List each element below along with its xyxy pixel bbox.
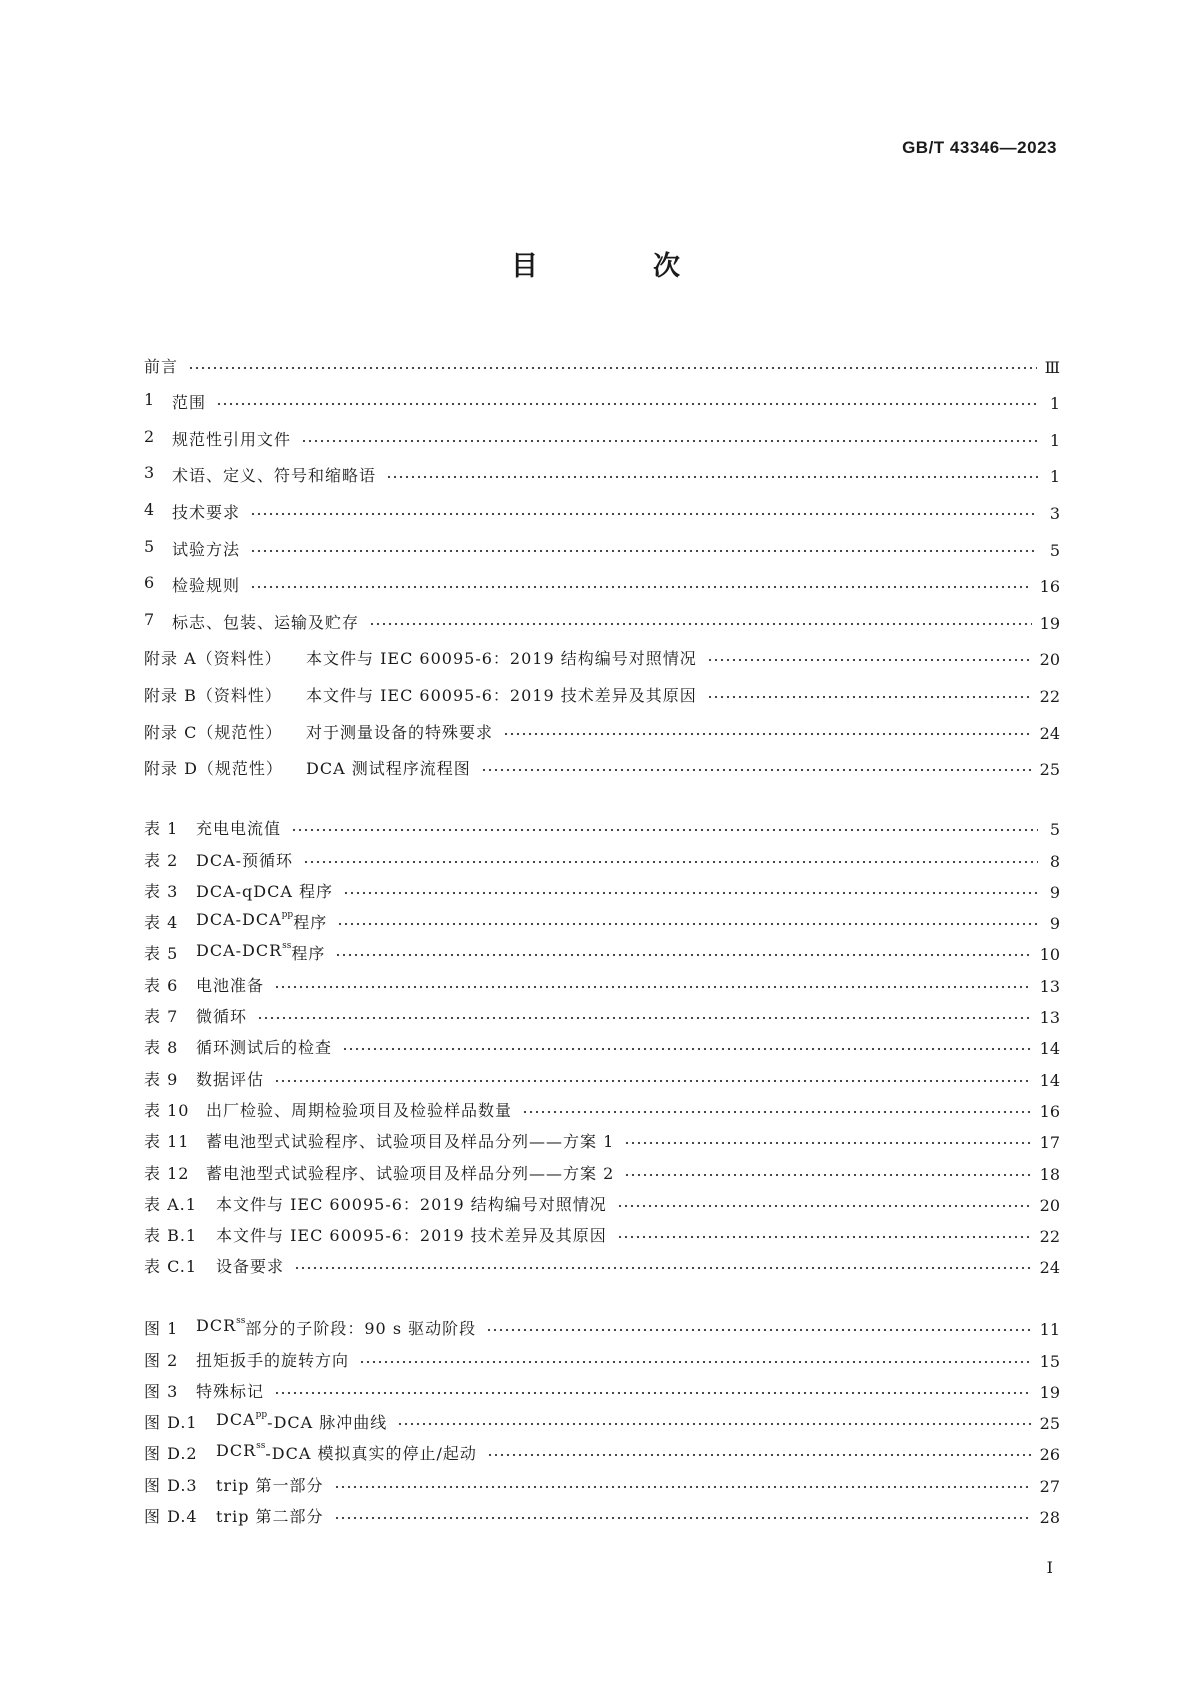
toc-entry-page: 25 <box>1039 1414 1060 1434</box>
toc-entry-number: 3 <box>144 463 156 483</box>
toc-entry-label <box>144 390 206 413</box>
toc-entry-page: 1 <box>1049 430 1060 450</box>
toc-entry-text: DCA-qDCA 程序 <box>196 881 333 901</box>
toc-entry[interactable] <box>144 1339 1060 1370</box>
dot-leader <box>274 1078 1032 1084</box>
toc-entry-page: 28 <box>1039 1508 1060 1528</box>
dot-leader <box>624 1172 1031 1178</box>
toc-entry-label <box>144 879 333 902</box>
toc-entry-label <box>144 537 240 560</box>
toc-entry-text: 技术要求 <box>172 502 241 522</box>
toc-entry-number: 表 1 <box>144 819 179 839</box>
toc-entry-page: 18 <box>1039 1164 1060 1184</box>
toc-entry-label <box>144 1192 607 1215</box>
toc-entry[interactable] <box>144 1433 1060 1464</box>
toc-entry-page: 26 <box>1039 1445 1060 1465</box>
toc-entry-label <box>144 973 264 996</box>
dot-leader <box>274 984 1032 990</box>
toc-entry-label <box>144 683 697 706</box>
toc-entry-number: 2 <box>144 426 156 446</box>
toc-entry-number: 表 2 <box>144 850 179 870</box>
toc-figures-section <box>144 1308 1060 1527</box>
toc-entry-text: 范围 <box>172 393 207 413</box>
toc-entry-subscript: pp <box>281 910 294 921</box>
toc-entry-page: 5 <box>1049 820 1060 840</box>
toc-entry-number: 4 <box>144 499 156 519</box>
toc-entry-text: 本文件与 IEC 60095-6：2019 技术差异及其原因 <box>306 685 697 705</box>
toc-entry-page: 15 <box>1039 1351 1060 1371</box>
toc-entry-number: 图 2 <box>144 1350 179 1370</box>
toc-entry-page: 22 <box>1039 1227 1060 1247</box>
toc-entry-label <box>144 816 281 839</box>
dot-leader <box>216 401 1038 407</box>
toc-entry-text: DCA 测试程序流程图 <box>306 759 471 779</box>
toc-entry-text: 数据评估 <box>196 1069 265 1089</box>
toc-entry-label <box>144 1098 512 1121</box>
toc-entry-number: 附录 B（资料性） <box>144 685 282 705</box>
dot-leader <box>274 1390 1032 1396</box>
toc-entry-page: 11 <box>1039 1320 1060 1340</box>
toc-entry-number: 表 3 <box>144 881 179 901</box>
toc-entry-page: 27 <box>1039 1476 1060 1496</box>
toc-entry-page: 9 <box>1049 914 1060 934</box>
toc-entry-text: 本文件与 IEC 60095-6：2019 结构编号对照情况 <box>306 649 697 669</box>
toc-entry-page: 19 <box>1039 613 1060 633</box>
toc-entry[interactable] <box>144 1402 1060 1433</box>
toc-entry[interactable] <box>144 1496 1060 1527</box>
toc-entry[interactable] <box>144 933 1060 964</box>
toc-entry-label <box>144 1129 614 1152</box>
toc-entry-label <box>144 573 240 596</box>
toc-entry-text: 循环测试后的检查 <box>196 1038 333 1058</box>
toc-entry[interactable] <box>144 706 1060 743</box>
toc-entry-page: 16 <box>1039 1101 1060 1121</box>
toc-entry-page: 8 <box>1049 851 1060 871</box>
toc-entry-page: 14 <box>1039 1039 1060 1059</box>
toc-entry-text: 规范性引用文件 <box>172 429 292 449</box>
toc-entry[interactable] <box>144 669 1060 706</box>
toc-entry-label <box>144 1441 477 1464</box>
dot-leader <box>522 1109 1032 1115</box>
toc-entry[interactable] <box>144 377 1060 414</box>
toc-entry-text: 对于测量设备的特殊要求 <box>306 722 494 742</box>
toc-entry[interactable] <box>144 996 1060 1027</box>
toc-entry-number: 图 D.2 <box>144 1444 198 1464</box>
toc-entry-number: 表 9 <box>144 1069 179 1089</box>
toc-entry-number: 6 <box>144 573 156 593</box>
toc-entry-label <box>144 848 293 871</box>
toc-entry-text-suffix: 程序 <box>293 913 328 933</box>
toc-entry[interactable] <box>144 340 1060 377</box>
toc-entry-number: 图 3 <box>144 1381 179 1401</box>
toc-entry-subscript: ss <box>236 1316 246 1327</box>
toc-entry-text: trip 第一部分 <box>216 1475 324 1495</box>
toc-entry-text-suffix: -DCA 模拟真实的停止/起动 <box>265 1444 477 1464</box>
toc-entry-number: 附录 C（规范性） <box>144 722 283 742</box>
toc-entry-number: 图 D.3 <box>144 1475 198 1495</box>
toc-entry[interactable] <box>144 902 1060 933</box>
toc-entry-text: 电池准备 <box>196 975 265 995</box>
toc-entry-label <box>144 1410 387 1433</box>
toc-entry-number: 表 C.1 <box>144 1257 198 1277</box>
toc-entry-page: 25 <box>1039 760 1060 780</box>
toc-entry-page: 20 <box>1039 1195 1060 1215</box>
toc-entry[interactable] <box>144 450 1060 487</box>
toc-entry[interactable] <box>144 1371 1060 1402</box>
toc-entry-number: 附录 A（资料性） <box>144 649 282 669</box>
dot-leader <box>188 365 1037 371</box>
toc-entry-subscript: pp <box>255 1410 268 1421</box>
toc-entry-page: 3 <box>1049 503 1060 523</box>
page-number: I <box>1046 1558 1053 1577</box>
toc-entry[interactable] <box>144 871 1060 902</box>
toc-main-section <box>144 340 1060 779</box>
toc-entry-page: 9 <box>1049 882 1060 902</box>
toc-entry-text: 标志、包装、运输及贮存 <box>172 612 360 632</box>
toc-entry[interactable] <box>144 1246 1060 1277</box>
dot-leader <box>250 548 1038 554</box>
toc-entry-page: 10 <box>1039 945 1060 965</box>
toc-entry-number: 1 <box>144 390 156 410</box>
toc-entry[interactable] <box>144 1184 1060 1215</box>
toc-entry-page: 13 <box>1039 976 1060 996</box>
toc-entry-number: 表 B.1 <box>144 1226 198 1246</box>
toc-entry-number: 表 A.1 <box>144 1194 197 1214</box>
dot-leader <box>291 827 1038 833</box>
toc-entry-text: 特殊标记 <box>196 1381 265 1401</box>
toc-entry-number: 表 8 <box>144 1038 179 1058</box>
toc-entry-number: 表 12 <box>144 1163 190 1183</box>
dot-leader <box>369 621 1032 627</box>
toc-entry-number: 5 <box>144 536 156 556</box>
toc-entry-text-suffix: 程序 <box>291 944 326 964</box>
toc-entry-page: 20 <box>1039 650 1060 670</box>
toc-entry-label <box>144 1316 476 1339</box>
toc-entry[interactable] <box>144 839 1060 870</box>
dot-leader <box>301 438 1038 444</box>
toc-entry-number: 图 D.4 <box>144 1507 198 1527</box>
toc-entry-label <box>144 1223 607 1246</box>
dot-leader <box>343 890 1038 896</box>
toc-entry[interactable] <box>144 1464 1060 1495</box>
toc-entry-text: 设备要求 <box>216 1257 285 1277</box>
dot-leader <box>617 1203 1032 1209</box>
toc-entry[interactable] <box>144 1058 1060 1089</box>
toc-entry[interactable] <box>144 413 1060 450</box>
toc-entry-number: 7 <box>144 609 156 629</box>
toc-entry[interactable] <box>144 1152 1060 1183</box>
dot-leader <box>624 1140 1031 1146</box>
dot-leader <box>481 767 1032 773</box>
dot-leader <box>359 1359 1032 1365</box>
toc-tables-section <box>144 808 1060 1277</box>
toc-entry-page: 13 <box>1039 1008 1060 1028</box>
toc-entry-label <box>144 500 240 523</box>
standard-code: GB/T 43346—2023 <box>902 138 1057 157</box>
toc-entry-page: 1 <box>1049 467 1060 487</box>
toc-entry-number: 表 4 <box>144 913 179 933</box>
dot-leader <box>337 921 1038 927</box>
toc-entry-text: DCA-DCR <box>196 941 283 961</box>
toc-entry-text-suffix: -DCA 脉冲曲线 <box>267 1413 388 1433</box>
toc-entry-label <box>144 1504 324 1527</box>
toc-entry-label <box>144 463 376 486</box>
toc-entry-label <box>144 1161 614 1184</box>
toc-entry-text: DCA-预循环 <box>196 850 294 870</box>
dot-leader <box>334 1484 1032 1490</box>
toc-entry[interactable] <box>144 1215 1060 1246</box>
toc-entry-page: 14 <box>1039 1070 1060 1090</box>
toc-entry-label <box>144 910 327 933</box>
toc-entry-number: 表 11 <box>144 1132 190 1152</box>
toc-entry-label <box>144 610 359 633</box>
toc-entry-page: 24 <box>1039 1258 1060 1278</box>
toc-entry-label <box>144 720 493 743</box>
toc-entry-subscript: ss <box>282 941 292 952</box>
toc-entry-label <box>144 1348 349 1371</box>
toc-entry-number: 附录 D（规范性） <box>144 759 283 779</box>
toc-entry-text-suffix: 部分的子阶段：90 s 驱动阶段 <box>245 1319 477 1339</box>
toc-entry-number: 表 10 <box>144 1100 190 1120</box>
toc-entry-label <box>144 941 325 964</box>
toc-entry-number: 图 1 <box>144 1319 179 1339</box>
dot-leader <box>397 1421 1031 1427</box>
toc-entry[interactable] <box>144 523 1060 560</box>
dot-leader <box>257 1015 1032 1021</box>
toc-entry-label <box>144 646 697 669</box>
toc-entry-text: 微循环 <box>196 1007 248 1027</box>
toc-entry[interactable] <box>144 1308 1060 1339</box>
toc-entry-page: 16 <box>1039 577 1060 597</box>
dot-leader <box>303 859 1038 865</box>
dot-leader <box>486 1327 1032 1333</box>
dot-leader <box>617 1234 1032 1240</box>
toc-entry-label <box>144 1035 332 1058</box>
dot-leader <box>250 584 1032 590</box>
toc-entry-text: DCR <box>196 1316 237 1336</box>
toc-entry-text: DCA <box>216 1410 256 1430</box>
toc-entry-text: 试验方法 <box>172 539 241 559</box>
toc-entry-label <box>144 1004 247 1027</box>
toc-entry-number: 图 D.1 <box>144 1413 198 1433</box>
dot-leader <box>503 731 1032 737</box>
toc-entry[interactable] <box>144 964 1060 995</box>
toc-entry-label <box>144 1379 264 1402</box>
toc-entry-text: 本文件与 IEC 60095-6：2019 技术差异及其原因 <box>216 1226 607 1246</box>
toc-entry-label <box>144 756 471 779</box>
dot-leader <box>707 657 1032 663</box>
toc-entry[interactable] <box>144 486 1060 523</box>
toc-entry[interactable] <box>144 1027 1060 1058</box>
toc-entry-text: DCR <box>216 1441 257 1461</box>
page-title: 目 次 <box>511 251 724 282</box>
toc-entry-page: 17 <box>1039 1133 1060 1153</box>
toc-entry[interactable] <box>144 560 1060 597</box>
toc-entry-page: 22 <box>1039 686 1060 706</box>
dot-leader <box>335 952 1031 958</box>
toc-entry-text: 充电电流值 <box>196 819 282 839</box>
toc-entry[interactable] <box>144 743 1060 780</box>
toc-entry-text: 蓄电池型式试验程序、试验项目及样品分列——方案 2 <box>206 1163 615 1183</box>
toc-entry-text: 蓄电池型式试验程序、试验项目及样品分列——方案 1 <box>206 1132 615 1152</box>
toc-entry-number: 表 5 <box>144 944 179 964</box>
toc-entry-page: 19 <box>1039 1382 1060 1402</box>
dot-leader <box>707 694 1032 700</box>
toc-entry-label <box>144 1254 284 1277</box>
toc-entry[interactable] <box>144 808 1060 839</box>
toc-entry-text: 检验规则 <box>172 576 241 596</box>
toc-entry-text: 扭矩扳手的旋转方向 <box>196 1350 350 1370</box>
toc-entry[interactable] <box>144 1090 1060 1121</box>
toc-entry[interactable] <box>144 1121 1060 1152</box>
dot-leader <box>487 1452 1032 1458</box>
dot-leader <box>294 1265 1032 1271</box>
dot-leader <box>334 1515 1032 1521</box>
toc-entry-page: 1 <box>1049 394 1060 414</box>
toc-entry-text: DCA-DCA <box>196 910 282 930</box>
toc-entry-text: 出厂检验、周期检验项目及检验样品数量 <box>206 1100 513 1120</box>
toc-entry-text: 术语、定义、符号和缩略语 <box>172 466 377 486</box>
toc-entry-number: 表 7 <box>144 1007 179 1027</box>
toc-entry-text: 本文件与 IEC 60095-6：2019 结构编号对照情况 <box>216 1194 607 1214</box>
toc-entry-text: 前言 <box>144 356 179 376</box>
dot-leader <box>250 511 1038 517</box>
dot-leader <box>342 1046 1032 1052</box>
toc-entry-label <box>144 1067 264 1090</box>
toc-entry[interactable] <box>144 596 1060 633</box>
toc-entry-page: 5 <box>1049 540 1060 560</box>
toc-entry-label <box>144 427 291 450</box>
toc-entry-label <box>144 354 178 377</box>
toc-entry-page: 24 <box>1039 723 1060 743</box>
toc-entry-text: trip 第二部分 <box>216 1507 324 1527</box>
dot-leader <box>386 474 1038 480</box>
toc-entry-label <box>144 1473 324 1496</box>
toc-entry[interactable] <box>144 633 1060 670</box>
toc-entry-subscript: ss <box>256 1441 266 1452</box>
toc-entry-number: 表 6 <box>144 975 179 995</box>
toc-entry-page: Ⅲ <box>1044 357 1060 377</box>
